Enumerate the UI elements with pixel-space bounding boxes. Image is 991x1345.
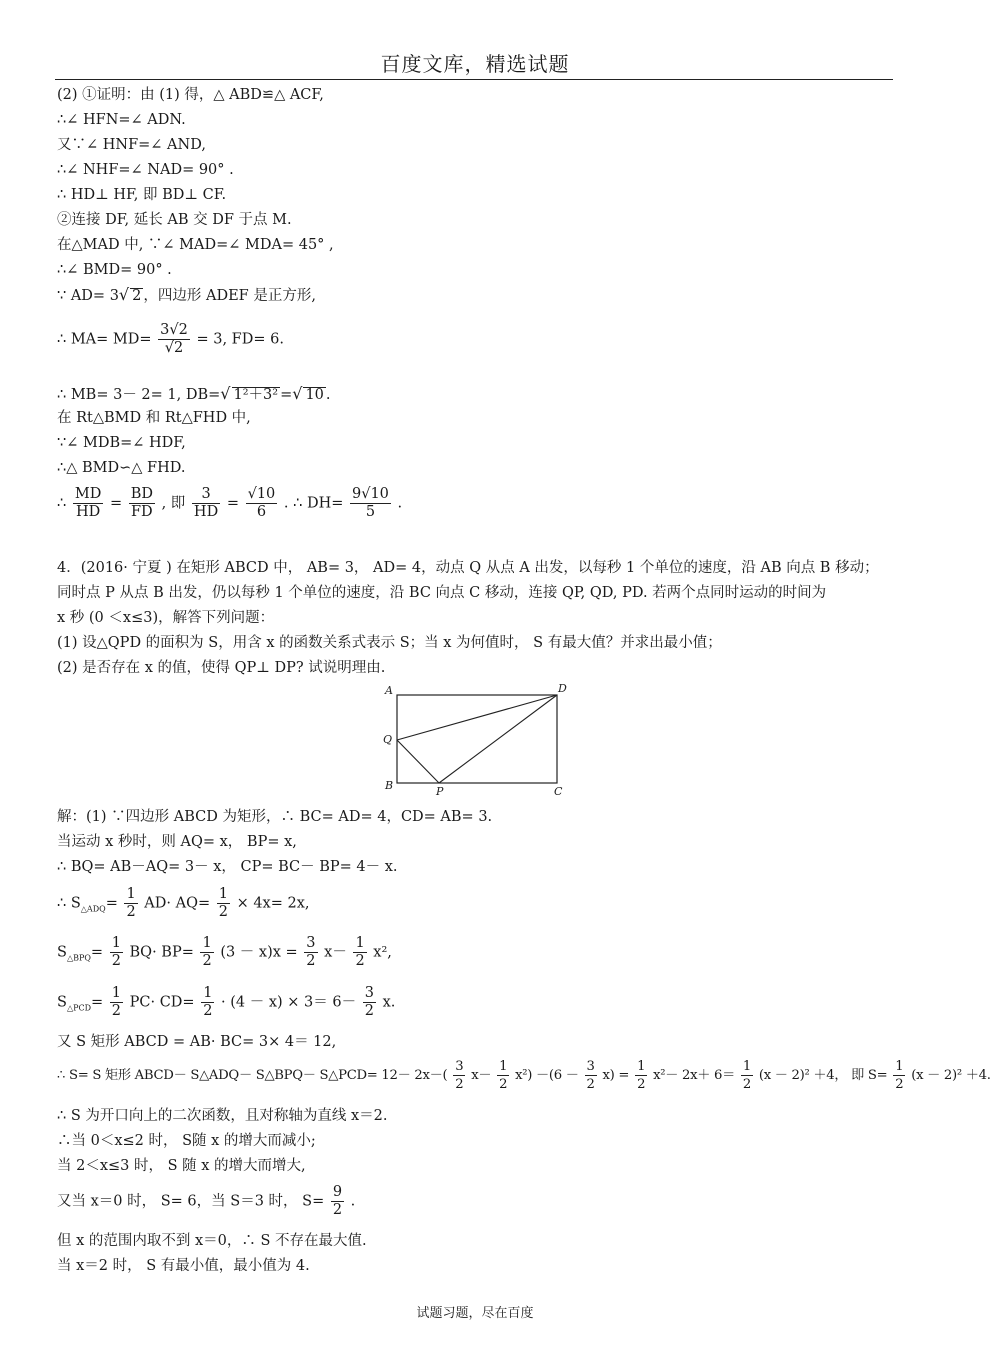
proof-line: ∴ HD⊥ HF, 即 BD⊥ CF. [57,187,227,203]
solution-line: 解：(1) ∵四边形 ABCD 为矩形，∴ BC= AD= 4，CD= AB= 3. [57,809,493,825]
solution-line: ∴ BQ= AB－AQ= 3－ x， CP= BC－ BP= 4－ x. [57,859,398,875]
solution-line: ∴当 0＜x≤2 时， S随 x 的增大而减小; [57,1133,316,1149]
label-q: Q [383,733,393,746]
proof-line: (2) ①证明：由 (1) 得，△ ABD≌△ ACF, [57,87,324,103]
proof-line: ∴∠ BMD= 90° . [57,262,172,278]
solution-line: ∴ S 为开口向上的二次函数，且对称轴为直线 x＝2. [57,1108,388,1124]
rectangle-abcd [397,695,557,783]
page-header-title: 百度文库，精选试题 [380,52,570,76]
segment-pd [439,695,557,783]
header-rule [55,79,893,80]
proof-line: 在 Rt△BMD 和 Rt△FHD 中, [57,410,251,426]
segment-qd [397,695,557,740]
solution-line: 又 S 矩形 ABCD = AB· BC= 3× 4＝ 12, [57,1034,337,1050]
solution-line: 当 x＝2 时， S 有最小值，最小值为 4. [57,1258,310,1274]
proof-line: ∴ MB= 3－ 2= 1, DB=√ 1²＋3² =√ 10 . [57,384,331,403]
segment-qp [397,740,439,783]
proof-line: ∴△ BMD∽△ FHD. [57,460,186,476]
solution-line: 又当 x＝0 时， S= 6，当 S＝3 时， S= $\frac{9}{2}$ . [57,1184,356,1218]
label-d: D [558,682,567,695]
problem-line: 4．(2016· 宁夏 ) 在矩形 ABCD 中， AB= 3， AD= 4，动点 Q 从点 A 出发，以每秒 1 个单位的速度，沿 AB 向点 B 移动； [57,560,879,576]
label-a: A [385,684,393,697]
problem-line: x 秒 (0 ＜x≤3)，解答下列问题： [57,610,275,626]
solution-line: ∴ S= S 矩形 ABCD－ S△ADQ－ S△BPQ－ S△PCD= 12－ 2x－( $\frac{3}{2}$ x－ $\frac{1}{2}$ x²) －(6 － $\frac{3}{2}$ x) = $\frac{1}{2}$ x²－ 2x＋ 6＝ $\frac{1}{2}$ (x － 2)² ＋4， 即 S= $\frac{1}{2}$ (x － 2)² ＋4. [57,1059,991,1092]
proof-line: ∴∠ HFN=∠ ADN. [57,112,186,128]
page-footer: 试题习题，尽在百度 [416,1306,534,1321]
fraction: $\frac{3√2}{√2}$ [160,322,188,356]
problem-line: (2) 是否存在 x 的值，使得 QP⊥ DP? 试说明理由. [57,660,386,676]
proof-line: 在△MAD 中, ∵∠ MAD=∠ MDA= 45° , [57,237,334,253]
problem-line: (1) 设△QPD 的面积为 S，用含 x 的函数关系式表示 S；当 x 为何值时， S 有最大值？并求出最小值； [57,635,722,651]
proof-line: ∵∠ MDB=∠ HDF, [57,435,186,451]
proof-line: ∴ $\frac{MD}{HD}$ = $\frac{BD}{FD}$ , 即 $\frac{3}{HD}$ = $\frac{√10}{6}$ . ∴ DH= $\frac{9√10}{5}$ . [57,486,403,520]
label-c: C [554,785,563,798]
solution-line: 当运动 x 秒时，则 AQ= x， BP= x, [57,834,297,850]
label-b: B [385,779,394,792]
proof-line: ∵ AD= 3√ 2 ，四边形 ADEF 是正方形, [57,285,316,304]
solution-line: ∴ $S_{\triangle ADQ}=$ $\frac{1}{2}$ AD· AQ= $\frac{1}{2}$ × 4x= 2x, [57,886,310,920]
label-p: P [436,785,444,798]
proof-line: 又∵∠ HNF=∠ AND, [57,137,206,153]
rectangle-diagram [375,680,575,800]
proof-line: ∴∠ NHF=∠ NAD= 90° . [57,162,234,178]
solution-line: $S_{\triangle BPQ}=$ $\frac{1}{2}$ BQ· BP= $\frac{1}{2}$ (3 － x)x = $\frac{3}{2}$ x－ $\frac{1}{2}$ x², [57,935,392,969]
proof-line: ②连接 DF, 延长 AB 交 DF 于点 M. [57,212,292,228]
proof-line: ∴ MA= MD= $\frac{3√2}{√2}$ = 3, FD= 6. [57,322,284,356]
solution-line: $S_{\triangle PCD}=$ $\frac{1}{2}$ PC· CD= $\frac{1}{2}$ · (4 － x) × 3＝ 6－ $\frac{3}{2}$ x. [57,985,396,1019]
solution-line: 当 2＜x≤3 时， S 随 x 的增大而增大, [57,1158,306,1174]
solution-line: 但 x 的范围内取不到 x＝0，∴ S 不存在最大值. [57,1233,367,1249]
problem-line: 同时点 P 从点 B 出发，仍以每秒 1 个单位的速度，沿 BC 向点 C 移动，连接 QP, QD, PD. 若两个点同时运动的时间为 [57,585,827,601]
